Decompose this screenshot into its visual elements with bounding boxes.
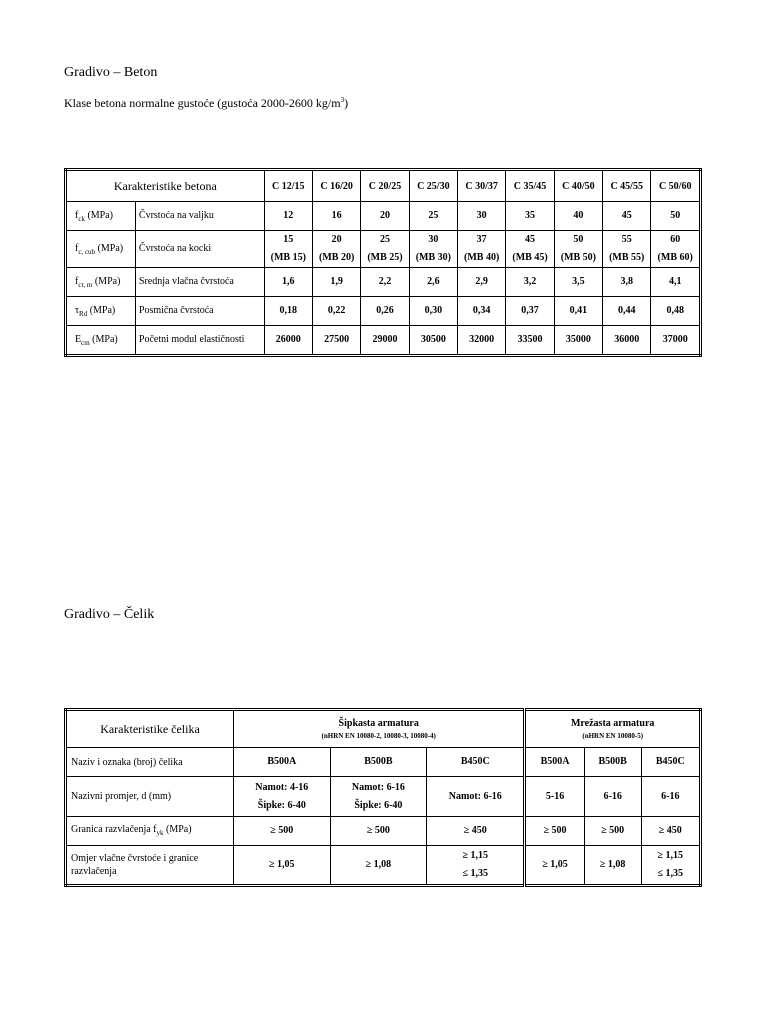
- table-cell: ≥ 500: [525, 817, 584, 846]
- table-cell: 45: [603, 202, 651, 231]
- steel-properties-table: [64, 708, 702, 887]
- table-cell: 0,37: [506, 297, 554, 326]
- table-cell: ≥ 1,05: [525, 846, 584, 886]
- property-symbol: $f_{ck}$ (MPa): [66, 202, 136, 231]
- table-cell: ≥ 1,05: [234, 846, 331, 886]
- table-cell: ≥ 500: [234, 817, 331, 846]
- table-row: [66, 846, 701, 886]
- table-cell: 1,9: [312, 268, 360, 297]
- property-description: Početni modul elastičnosti: [135, 326, 264, 356]
- row-label: Omjer vlačne čvrstoće i granice razvlačenja: [66, 846, 234, 886]
- table-cell: 3,8: [603, 268, 651, 297]
- concrete-class-header: C 25/30: [409, 170, 457, 202]
- table-row: [66, 817, 701, 846]
- table-cell: 0,26: [361, 297, 409, 326]
- table-cell: 60 (MB 60): [651, 231, 701, 268]
- table-cell: 36000: [603, 326, 651, 356]
- concrete-class-header: C 35/45: [506, 170, 554, 202]
- table-cell: 40: [554, 202, 602, 231]
- table-header-row: [66, 170, 701, 202]
- table-row: [66, 297, 701, 326]
- property-description: Posmična čvrstoća: [135, 297, 264, 326]
- concrete-class-header: C 12/15: [264, 170, 312, 202]
- table-cell: 35000: [554, 326, 602, 356]
- table-cell: 2,9: [458, 268, 506, 297]
- table-cell: 32000: [458, 326, 506, 356]
- table-cell: ≥ 500: [330, 817, 427, 846]
- table-cell: 45 (MB 45): [506, 231, 554, 268]
- table-cell: ≥ 1,15 ≤ 1,35: [427, 846, 525, 886]
- table-cell: 0,34: [458, 297, 506, 326]
- table-row: [66, 231, 701, 268]
- table-cell: Namot: 6-16: [427, 777, 525, 817]
- property-description: Srednja vlačna čvrstoća: [135, 268, 264, 297]
- table-cell: 2,6: [409, 268, 457, 297]
- subtitle-text: Klase betona normalne gustoće (gustoća 2000-2600 kg/m: [64, 96, 341, 110]
- concrete-properties-table: [64, 168, 702, 357]
- table-cell: 37000: [651, 326, 701, 356]
- table-row: [66, 202, 701, 231]
- group-header-mesh: [525, 710, 701, 748]
- group-norm: (nHRN EN 10080-2, 10080-3, 10080-4): [321, 732, 436, 740]
- table-cell: ≥ 500: [584, 817, 641, 846]
- table-cell: 0,48: [651, 297, 701, 326]
- table-cell: Namot: 4-16 Šipke: 6-40: [234, 777, 331, 817]
- concrete-class-header: C 30/37: [458, 170, 506, 202]
- property-description: Čvrstoća na kocki: [135, 231, 264, 268]
- row-label: Naziv i oznaka (broj) čelika: [66, 748, 234, 777]
- section-subtitle-beton: [64, 96, 348, 111]
- table-cell: 1,6: [264, 268, 312, 297]
- table-cell: B500B: [330, 748, 427, 777]
- table-cell: 15 (MB 15): [264, 231, 312, 268]
- table-cell: 30500: [409, 326, 457, 356]
- table-cell: B450C: [427, 748, 525, 777]
- table-cell: ≥ 450: [641, 817, 700, 846]
- table-cell: 6-16: [641, 777, 700, 817]
- table-cell: B500B: [584, 748, 641, 777]
- subtitle-close: ): [344, 96, 349, 110]
- group-header-bar: [234, 710, 525, 748]
- table-row: [66, 268, 701, 297]
- table-cell: 16: [312, 202, 360, 231]
- table-cell: 0,22: [312, 297, 360, 326]
- property-symbol: $f_{c, cub}$ (MPa): [66, 231, 136, 268]
- table-row: [66, 326, 701, 356]
- table-cell: 27500: [312, 326, 360, 356]
- table-cell: 2,2: [361, 268, 409, 297]
- table-cell: 3,2: [506, 268, 554, 297]
- table-cell: ≥ 450: [427, 817, 525, 846]
- table-cell: Namot: 6-16 Šipke: 6-40: [330, 777, 427, 817]
- table-cell: 0,44: [603, 297, 651, 326]
- table-cell: 5-16: [525, 777, 584, 817]
- group-title: Mrežasta armatura: [570, 718, 655, 729]
- table-cell: B500A: [525, 748, 584, 777]
- table-cell: 26000: [264, 326, 312, 356]
- table-header-row: [66, 710, 701, 748]
- table-cell: 0,41: [554, 297, 602, 326]
- table-header-label: Karakteristike betona: [66, 170, 265, 202]
- table-cell: B500A: [234, 748, 331, 777]
- table-cell: 20 (MB 20): [312, 231, 360, 268]
- table-cell: 3,5: [554, 268, 602, 297]
- table-cell: 0,30: [409, 297, 457, 326]
- table-cell: 6-16: [584, 777, 641, 817]
- table-cell: 50 (MB 50): [554, 231, 602, 268]
- property-symbol: $f_{ct, m}$ (MPa): [66, 268, 136, 297]
- table-cell: 35: [506, 202, 554, 231]
- table-cell: 29000: [361, 326, 409, 356]
- table-cell: B450C: [641, 748, 700, 777]
- group-title: Šipkasta armatura: [338, 718, 419, 729]
- table-header-label: Karakteristike čelika: [66, 710, 234, 748]
- table-cell: 25: [409, 202, 457, 231]
- table-cell: 30 (MB 30): [409, 231, 457, 268]
- concrete-class-header: C 20/25: [361, 170, 409, 202]
- group-norm: (nHRN EN 10080-5): [582, 732, 644, 740]
- table-row: [66, 777, 701, 817]
- row-label: Granica razvlačenja $f_{yk}$ (MPa): [66, 817, 234, 846]
- table-cell: 25 (MB 25): [361, 231, 409, 268]
- concrete-class-header: C 40/50: [554, 170, 602, 202]
- row-label: Nazivni promjer, d (mm): [66, 777, 234, 817]
- property-description: Čvrstoća na valjku: [135, 202, 264, 231]
- table-cell: 0,18: [264, 297, 312, 326]
- table-row: [66, 748, 701, 777]
- table-cell: 30: [458, 202, 506, 231]
- table-cell: ≥ 1,15 ≤ 1,35: [641, 846, 700, 886]
- property-symbol: $E_{cm}$ (MPa): [66, 326, 136, 356]
- property-symbol: $\tau_{Rd}$ (MPa): [66, 297, 136, 326]
- table-cell: 33500: [506, 326, 554, 356]
- table-cell: ≥ 1,08: [584, 846, 641, 886]
- subtitle-superscript: 3: [340, 96, 345, 104]
- table-cell: 20: [361, 202, 409, 231]
- concrete-class-header: C 45/55: [603, 170, 651, 202]
- concrete-class-header: C 50/60: [651, 170, 701, 202]
- section-title-beton: Gradivo – Beton: [64, 65, 158, 80]
- table-cell: ≥ 1,08: [330, 846, 427, 886]
- table-cell: 50: [651, 202, 701, 231]
- concrete-class-header: C 16/20: [312, 170, 360, 202]
- table-cell: 12: [264, 202, 312, 231]
- table-cell: 55 (MB 55): [603, 231, 651, 268]
- section-title-celik: Gradivo – Čelik: [64, 607, 155, 622]
- table-cell: 4,1: [651, 268, 701, 297]
- table-cell: 37 (MB 40): [458, 231, 506, 268]
